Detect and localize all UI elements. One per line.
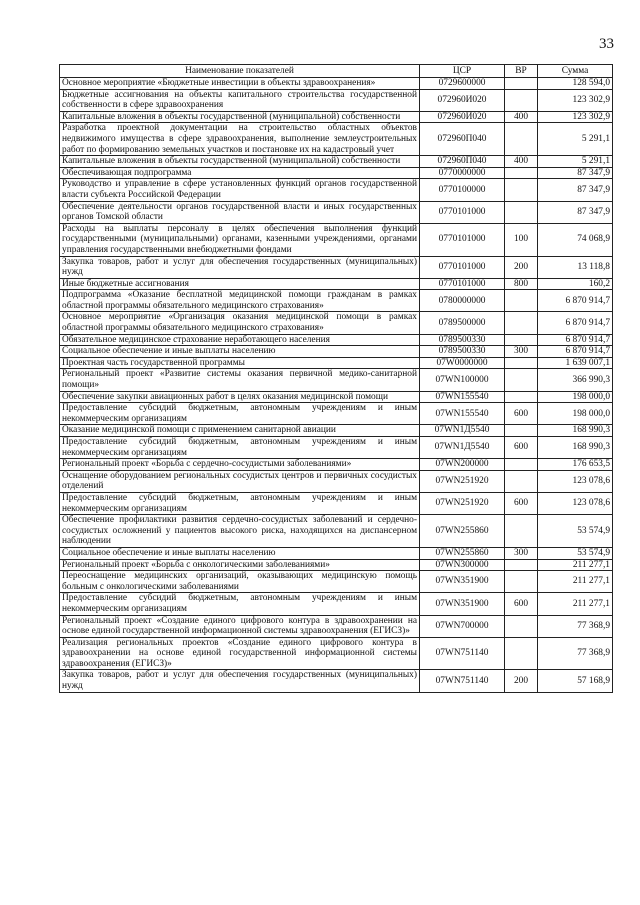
table-row [60, 256, 613, 278]
row-csr: 0770000000 [420, 167, 505, 179]
row-name: Обеспечение закупки авиационных работ в целях оказания медицинской помощи [60, 391, 420, 403]
row-name: Иные бюджетные ассигнования [60, 278, 420, 290]
row-name: Предоставление субсидий бюджетным, автономным учреждениям и иным некоммерческим организациям [60, 437, 420, 459]
table-row [60, 492, 613, 514]
page-number: 33 [599, 36, 614, 52]
row-vr [505, 459, 538, 471]
row-vr [505, 78, 538, 90]
header-csr: ЦСР [420, 65, 505, 78]
row-name: Подпрограмма «Оказание бесплатной медицинской помощи гражданам в рамках областной программы обязательного медицинского страхования» [60, 290, 420, 312]
row-csr: 07WN1Д5540 [420, 425, 505, 437]
row-name: Региональный проект «Борьба с сердечно-сосудистыми заболеваниями» [60, 459, 420, 471]
row-name: Обеспечивающая подпрограмма [60, 167, 420, 179]
table-row [60, 670, 613, 692]
row-csr: 07WN255860 [420, 547, 505, 559]
header-sum: Сумма [538, 65, 613, 78]
table-row [60, 123, 613, 156]
row-vr: 600 [505, 403, 538, 425]
row-name: Предоставление субсидий бюджетным, автономным учреждениям и иным некоммерческим организациям [60, 593, 420, 615]
row-vr: 600 [505, 437, 538, 459]
row-vr [505, 89, 538, 111]
table-header-row [60, 65, 613, 78]
row-vr [505, 334, 538, 346]
header-vr: ВР [505, 65, 538, 78]
row-vr: 100 [505, 223, 538, 256]
table-row [60, 179, 613, 201]
row-sum: 198 000,0 [538, 403, 613, 425]
row-csr: 07WN200000 [420, 459, 505, 471]
row-sum: 57 168,9 [538, 670, 613, 692]
row-sum: 13 118,8 [538, 256, 613, 278]
row-vr: 400 [505, 111, 538, 123]
row-name: Региональный проект «Создание единого цифрового контура в здравоохранении на основе единой государственной информационной системы здравоохранения (ЕГИСЗ)» [60, 615, 420, 637]
row-csr: 0770100000 [420, 179, 505, 201]
table-row [60, 425, 613, 437]
row-vr [505, 179, 538, 201]
row-csr: 0770101000 [420, 223, 505, 256]
row-name: Предоставление субсидий бюджетным, автономным учреждениям и иным некоммерческим организациям [60, 492, 420, 514]
row-vr [505, 167, 538, 179]
row-sum: 123 078,6 [538, 470, 613, 492]
table-row [60, 559, 613, 571]
row-vr: 200 [505, 256, 538, 278]
row-vr: 300 [505, 346, 538, 358]
row-csr: 0789500000 [420, 312, 505, 334]
row-sum: 53 574,9 [538, 547, 613, 559]
row-csr: 0780000000 [420, 290, 505, 312]
row-vr [505, 201, 538, 223]
budget-table [59, 64, 613, 693]
row-sum: 6 870 914,7 [538, 334, 613, 346]
table-row [60, 156, 613, 168]
row-vr [505, 357, 538, 369]
row-sum: 176 653,5 [538, 459, 613, 471]
table-row [60, 78, 613, 90]
row-name: Закупка товаров, работ и услуг для обеспечения государственных (муниципальных) нужд [60, 670, 420, 692]
row-name: Разработка проектной документации на строительство областных объектов недвижимого имущества в сфере здравоохранения, выполнение землеустроительных работ по формированию земельных участков и постановке их на кадастровый учет [60, 123, 420, 156]
row-vr [505, 369, 538, 391]
row-name: Капитальные вложения в объекты государственной (муниципальной) собственности [60, 111, 420, 123]
table-row [60, 334, 613, 346]
row-csr: 0789500330 [420, 334, 505, 346]
row-vr: 200 [505, 670, 538, 692]
row-sum: 366 990,3 [538, 369, 613, 391]
row-vr [505, 615, 538, 637]
row-sum: 87 347,9 [538, 201, 613, 223]
row-sum: 6 870 914,7 [538, 346, 613, 358]
table-row [60, 111, 613, 123]
row-vr [505, 290, 538, 312]
row-sum: 53 574,9 [538, 515, 613, 548]
row-sum: 87 347,9 [538, 167, 613, 179]
row-vr: 800 [505, 278, 538, 290]
table-row [60, 312, 613, 334]
row-name: Основное мероприятие «Бюджетные инвестиции в объекты здравоохранения» [60, 78, 420, 90]
table-row [60, 167, 613, 179]
table-row [60, 637, 613, 670]
row-csr: 07W0000000 [420, 357, 505, 369]
table-row [60, 547, 613, 559]
row-name: Проектная часть государственной программы [60, 357, 420, 369]
row-name: Бюджетные ассигнования на объекты капитального строительства государственной собственности в сфере здравоохранения [60, 89, 420, 111]
row-name: Капитальные вложения в объекты государственной (муниципальной) собственности [60, 156, 420, 168]
table-row [60, 346, 613, 358]
table-row [60, 278, 613, 290]
table-row [60, 515, 613, 548]
table-row [60, 459, 613, 471]
row-name: Реализация региональных проектов «Создание единого цифрового контура в здравоохранении на основе единой государственной информационной системы здравоохранения (ЕГИСЗ)» [60, 637, 420, 670]
table-row [60, 201, 613, 223]
row-csr: 072960П040 [420, 156, 505, 168]
table-row [60, 89, 613, 111]
row-csr: 07WN100000 [420, 369, 505, 391]
row-sum: 6 870 914,7 [538, 312, 613, 334]
row-name: Обеспечение профилактики развития сердечно-сосудистых заболеваний и сердечно-сосудистых осложнений у пациентов высокого риска, находящихся на диспансерном наблюдении [60, 515, 420, 548]
table-row [60, 391, 613, 403]
row-name: Предоставление субсидий бюджетным, автономным учреждениям и иным некоммерческим организациям [60, 403, 420, 425]
row-csr: 07WN251920 [420, 492, 505, 514]
row-sum: 77 368,9 [538, 615, 613, 637]
row-csr: 07WN700000 [420, 615, 505, 637]
row-name: Обязательное медицинское страхование неработающего населения [60, 334, 420, 346]
row-sum: 168 990,3 [538, 425, 613, 437]
row-vr [505, 470, 538, 492]
row-sum: 211 277,1 [538, 571, 613, 593]
row-csr: 07WN255860 [420, 515, 505, 548]
row-csr: 072960П040 [420, 123, 505, 156]
row-sum: 123 302,9 [538, 111, 613, 123]
row-vr [505, 391, 538, 403]
row-csr: 07WN751140 [420, 637, 505, 670]
row-csr: 07WN300000 [420, 559, 505, 571]
row-sum: 211 277,1 [538, 559, 613, 571]
row-sum: 5 291,1 [538, 156, 613, 168]
row-csr: 0770101000 [420, 201, 505, 223]
row-vr [505, 312, 538, 334]
table-row [60, 369, 613, 391]
row-name: Социальное обеспечение и иные выплаты населению [60, 346, 420, 358]
row-sum: 77 368,9 [538, 637, 613, 670]
row-csr: 07WN251920 [420, 470, 505, 492]
row-csr: 0770101000 [420, 256, 505, 278]
row-name: Расходы на выплаты персоналу в целях обеспечения выполнения функций государственными (муниципальными) органами, казенными учреждениями, органами управления государственными внебюджетными фондами [60, 223, 420, 256]
row-name: Основное мероприятие «Организация оказания медицинской помощи в рамках областной программы обязательного медицинского страхования» [60, 312, 420, 334]
row-csr: 072960И020 [420, 111, 505, 123]
row-sum: 123 302,9 [538, 89, 613, 111]
row-vr [505, 123, 538, 156]
row-sum: 160,2 [538, 278, 613, 290]
row-name: Оснащение оборудованием региональных сосудистых центров и первичных сосудистых отделений [60, 470, 420, 492]
row-name: Региональный проект «Развитие системы оказания первичной медико-санитарной помощи» [60, 369, 420, 391]
table-row [60, 223, 613, 256]
row-vr [505, 425, 538, 437]
row-vr [505, 571, 538, 593]
table-row [60, 593, 613, 615]
row-csr: 0770101000 [420, 278, 505, 290]
table-row [60, 615, 613, 637]
row-name: Региональный проект «Борьба с онкологическими заболеваниями» [60, 559, 420, 571]
row-name: Оказание медицинской помощи с применением санитарной авиации [60, 425, 420, 437]
row-csr: 07WN155540 [420, 403, 505, 425]
row-sum: 211 277,1 [538, 593, 613, 615]
row-sum: 198 000,0 [538, 391, 613, 403]
row-name: Переоснащение медицинских организаций, оказывающих медицинскую помощь больным с онкологическими заболеваниями [60, 571, 420, 593]
header-name: Наименование показателей [60, 65, 420, 78]
row-vr [505, 515, 538, 548]
row-vr: 400 [505, 156, 538, 168]
row-sum: 6 870 914,7 [538, 290, 613, 312]
row-sum: 128 594,0 [538, 78, 613, 90]
row-sum: 74 068,9 [538, 223, 613, 256]
row-vr [505, 559, 538, 571]
row-csr: 07WN351900 [420, 593, 505, 615]
row-name: Руководство и управление в сфере установленных функций органов государственной власти субъекта Российской Федерации [60, 179, 420, 201]
row-vr: 300 [505, 547, 538, 559]
row-csr: 0789500330 [420, 346, 505, 358]
row-csr: 07WN1Д5540 [420, 437, 505, 459]
row-name: Закупка товаров, работ и услуг для обеспечения государственных (муниципальных) нужд [60, 256, 420, 278]
row-name: Социальное обеспечение и иные выплаты населению [60, 547, 420, 559]
row-csr: 07WN155540 [420, 391, 505, 403]
table-row [60, 437, 613, 459]
row-csr: 07WN751140 [420, 670, 505, 692]
row-vr: 600 [505, 492, 538, 514]
row-vr [505, 637, 538, 670]
table-row [60, 290, 613, 312]
row-sum: 168 990,3 [538, 437, 613, 459]
row-name: Обеспечение деятельности органов государственной власти и иных государственных органов Томской области [60, 201, 420, 223]
table-row [60, 403, 613, 425]
row-sum: 5 291,1 [538, 123, 613, 156]
table-row [60, 571, 613, 593]
row-sum: 123 078,6 [538, 492, 613, 514]
row-sum: 87 347,9 [538, 179, 613, 201]
row-vr: 600 [505, 593, 538, 615]
table-row [60, 357, 613, 369]
row-sum: 1 639 007,1 [538, 357, 613, 369]
table-row [60, 470, 613, 492]
row-csr: 072960И020 [420, 89, 505, 111]
row-csr: 07WN351900 [420, 571, 505, 593]
row-csr: 0729600000 [420, 78, 505, 90]
